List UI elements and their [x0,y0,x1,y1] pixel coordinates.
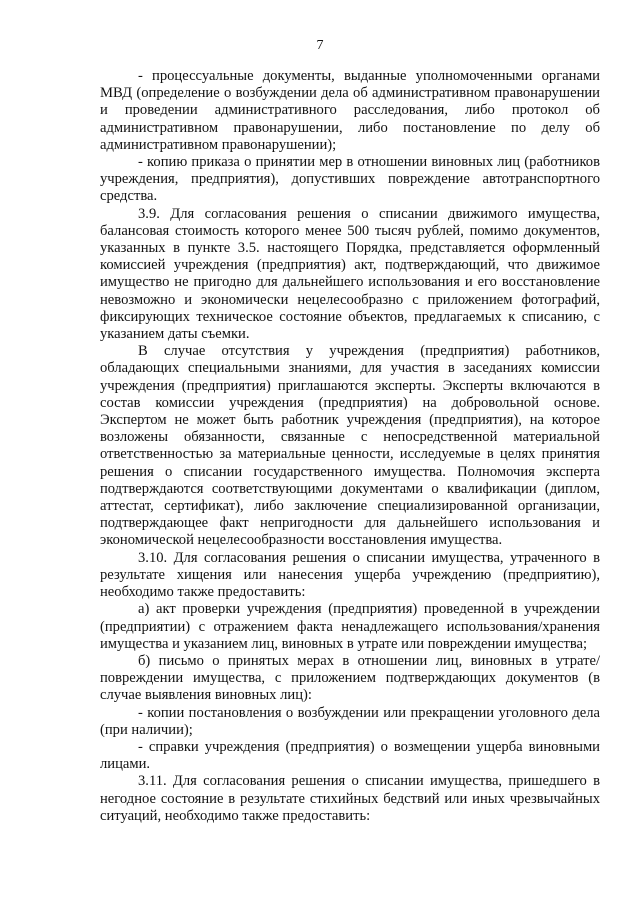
page-number: 7 [316,38,324,53]
paragraph-experts: В случае отсутствия у учреждения (предприятия) работников, обладающих специальными знаниями, для участия в заседаниях комиссии учреждения (предприятия) приглашаются эксперты. Эксперты включаются в состав комиссии учреждения (предприятия) на добровольной основе. Экспертом не может быть работник учреждения (предприятия), на которое возложены обязанности, связанные с непосредственной материальной ответственностью за материальные ценности, исследуемые в целях принятия решения о списании государственного имущества. Полномочия эксперта подтверждаются соответствующими документами о квалификации (диплом, аттестат, сертификат), либо заключение специализированной организации, подтверждающее факт непригодности для дальнейшего использования и экономической нецелесообразности восстановления имущества. [100,343,600,549]
paragraph-item-b: б) письмо о принятых мерах в отношении лиц, виновных в утрате/повреждении имущества, с приложением подтверждающих документов (в случае выявления виновных лиц): [100,652,600,704]
paragraph-section-3-11: 3.11. Для согласования решения о списании имущества, пришедшего в негодное состояние в результате стихийных бедствий или иных чрезвычайных ситуаций, необходимо также предоставить: [100,773,600,824]
paragraph-order-copy: - копию приказа о принятии мер в отношении виновных лиц (работников учреждения, предприятия), допустивших повреждение автотранспортного средства. [100,154,600,205]
paragraph-procedural-documents: - процессуальные документы, выданные уполномоченными органами МВД (определение о возбуждении дела об административном правонарушении и проведении административного расследования, либо протокол об административном правонарушении, либо постановление по делу об административном правонарушении); [100,68,600,153]
paragraph-section-3-9: 3.9. Для согласования решения о списании движимого имущества, балансовая стоимость которого менее 500 тысяч рублей, помимо документов, указанных в пункте 3.5. настоящего Порядка, представляется оформленный комиссией учреждения (предприятия) акт, подтверждающий, что движимое имущество не пригодно для дальнейшего использования и его восстановление невозможно и экономически нецелесообразно с приложением фотографий, фиксирующих техническое состояние объектов, предлагаемых к списанию, с указанием даты съемки. [100,205,600,343]
paragraph-section-3-10: 3.10. Для согласования решения о списании имущества, утраченного в результате хищения или нанесения ущерба учреждению (предприятию), необходимо также предоставить: [100,549,600,601]
paragraph-resolution-copies: - копии постановления о возбуждении или прекращении уголовного дела (при наличии); [100,704,600,738]
paragraph-damage-compensation: - справки учреждения (предприятия) о возмещении ущерба виновными лицами. [100,738,600,773]
document-body [100,68,600,825]
paragraph-item-a: а) акт проверки учреждения (предприятия) проведенной в учреждении (предприятии) с отражением факта ненадлежащего использования/хранения имущества и указанием лиц, виновных в утрате или повреждении имущества; [100,601,600,652]
